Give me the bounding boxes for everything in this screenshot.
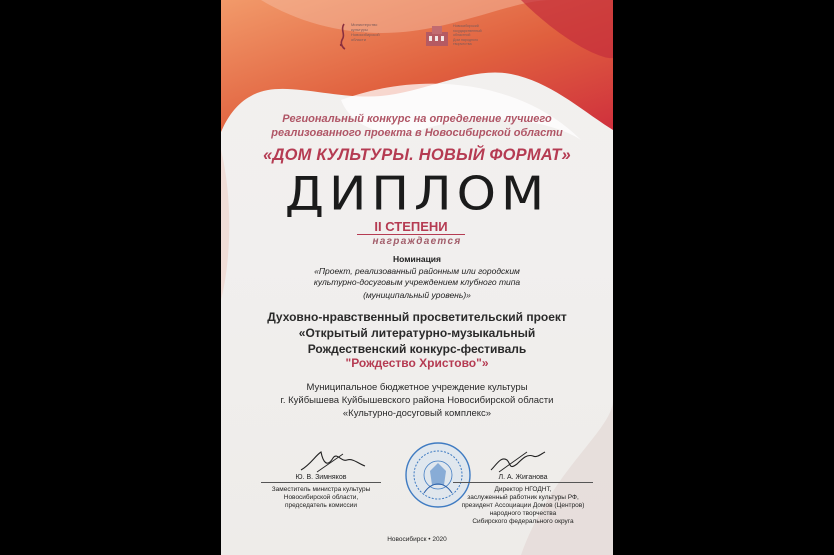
- centre-logo-line: областной: [453, 33, 471, 38]
- project-line: Рождественский конкурс-фестиваль: [307, 342, 527, 356]
- nomination-line: культурно-досуговым учреждением клубного типа: [313, 277, 521, 287]
- left-signer-role-line: председатель комиссии: [284, 502, 358, 509]
- diploma-degree: [351, 219, 471, 235]
- ministry-logo-line: Министерство: [351, 22, 378, 27]
- right-signer-role-line: президент Ассоциации Домов (Центров): [461, 502, 585, 509]
- project-title: [221, 309, 613, 357]
- left-signature-block: [261, 474, 381, 510]
- left-signature: [297, 448, 367, 474]
- organization-name: [221, 381, 613, 420]
- left-signer-role-line: Заместитель министра культуры: [271, 486, 371, 493]
- degree-text: II СТЕПЕНИ: [374, 219, 448, 234]
- nomination-label: Номинация: [392, 254, 441, 264]
- contest-intro: [221, 112, 613, 140]
- contest-name: «ДОМ КУЛЬТУРЫ. НОВЫЙ ФОРМАТ»: [263, 146, 571, 164]
- contest-intro-line: реализованного проекта в Новосибирской области: [271, 127, 563, 139]
- awarded-text: награждается: [372, 236, 462, 247]
- organization-line: г. Куйбышева Куйбышевского района Новосибирской области: [280, 395, 554, 406]
- right-signature-block: [453, 474, 593, 526]
- right-signature-line: [453, 482, 593, 483]
- nomination-level: (муниципальный уровень)»: [363, 290, 471, 300]
- ministry-logo: [338, 22, 380, 50]
- organization-line: Муниципальное бюджетное учреждение культуры: [306, 382, 528, 393]
- diploma-sheet: [221, 0, 613, 555]
- ministry-emblem-icon: [338, 22, 348, 50]
- nomination-text: [221, 266, 613, 288]
- right-signer-role-line: Сибирского федерального округа: [472, 518, 574, 525]
- ministry-logo-line: культуры: [351, 27, 368, 32]
- nomination-line: «Проект, реализованный районным или городским: [314, 266, 520, 276]
- organization-line: «Культурно-досуговый комплекс»: [342, 408, 492, 419]
- footer-place-year: Новосибирск • 2020: [387, 536, 447, 543]
- centre-logo: [424, 24, 482, 48]
- project-quoted-name: "Рождество Христово"»: [345, 356, 489, 370]
- right-signer-role-line: Директор НГОДНТ,: [494, 486, 552, 493]
- right-signer-role-line: заслуженный работник культуры РФ,: [467, 494, 579, 501]
- right-signer-role-line: народного творчества: [489, 510, 557, 517]
- right-signature: [487, 450, 547, 474]
- right-signer-name: Л. А. Жиганова: [498, 474, 548, 481]
- project-line: Духовно-нравственный просветительский проект: [267, 310, 567, 324]
- diploma-title: ДИПЛОМ: [284, 167, 550, 221]
- left-signer-role-line: Новосибирской области,: [283, 494, 359, 501]
- left-signer-name: Ю. В. Зимняков: [295, 474, 347, 481]
- building-icon: [424, 24, 450, 48]
- ministry-logo-line: области: [351, 37, 366, 42]
- right-signer-role: [453, 486, 593, 526]
- centre-logo-line: государственный: [453, 28, 482, 33]
- left-signature-line: [261, 482, 381, 483]
- project-line: «Открытый литературно-музыкальный: [298, 326, 536, 340]
- degree-underline: [357, 234, 465, 235]
- left-signer-role: [261, 486, 381, 510]
- ministry-logo-line: Новосибирской: [351, 32, 380, 37]
- centre-logo-line: творчества: [453, 42, 472, 47]
- centre-logo-line: Дом народного: [453, 37, 479, 42]
- centre-logo-line: Новосибирский: [453, 24, 479, 28]
- contest-intro-line: Региональный конкурс на определение лучшего: [282, 113, 552, 125]
